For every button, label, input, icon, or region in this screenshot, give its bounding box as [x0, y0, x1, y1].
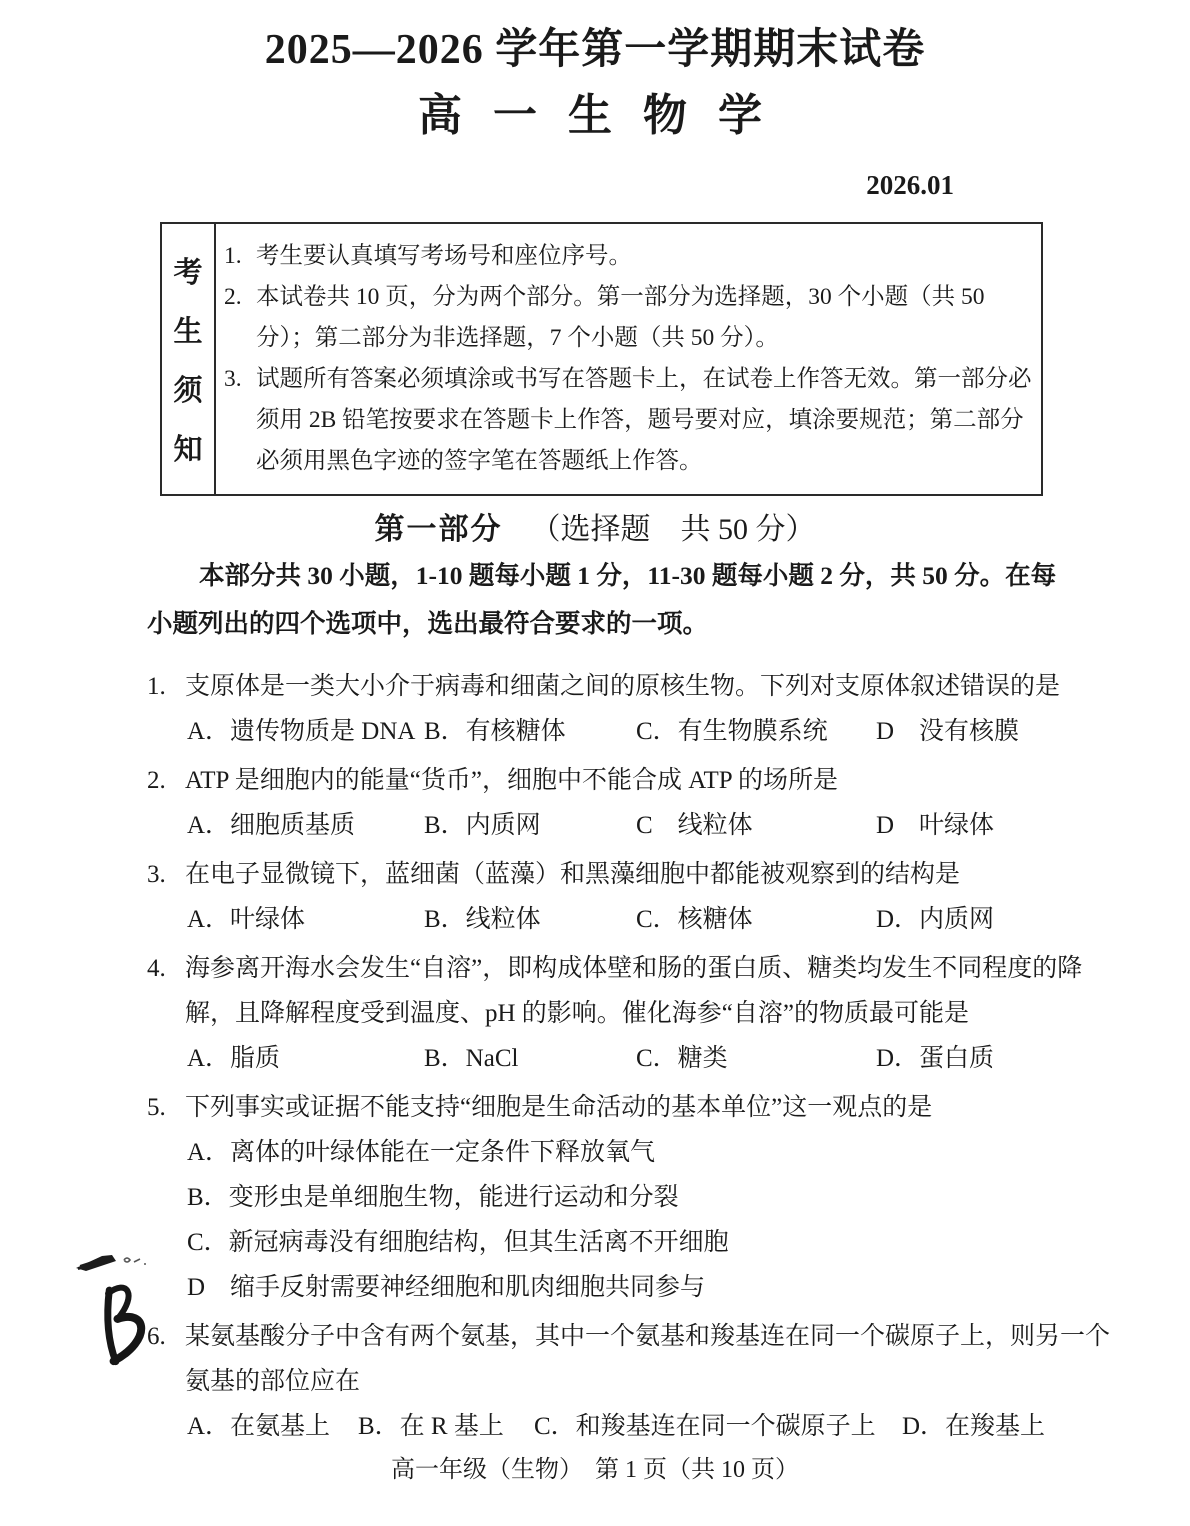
question-text: 海参离开海水会发生“自溶”，即构成体壁和肠的蛋白质、糖类均发生不同程度的降解，且降解程度受到温度、pH 的影响。催化海参“自溶”的物质最可能是 — [185, 955, 1083, 1027]
question-list — [147, 664, 1130, 1449]
question-number: 5. — [147, 1094, 166, 1121]
option: A．遗传物质是 DNA — [187, 718, 416, 745]
question-stem — [147, 1314, 1130, 1404]
notice-box — [160, 222, 1043, 496]
section-intro: 本部分共 30 小题，1-10 题每小题 1 分，11-30 题每小题 2 分，共 50 分。在每小题列出的四个选项中，选出最符合要求的一项。 — [147, 561, 1057, 638]
notice-item-text: 考生要认真填写考场号和座位序号。 — [256, 243, 632, 269]
option: A．离体的叶绿体能在一定条件下释放氧气 — [187, 1139, 656, 1166]
exam-subject: 高 一 生 物 学 — [418, 91, 772, 140]
option: D．蛋白质 — [876, 1045, 995, 1072]
option-group — [147, 709, 1130, 754]
option: D 缩手反射需要神经细胞和肌肉细胞共同参与 — [187, 1274, 706, 1301]
notice-label-char: 须 — [173, 375, 203, 407]
handwritten-grade-b-mark — [88, 1282, 148, 1368]
notice-items — [216, 224, 1041, 494]
option-group — [147, 897, 1130, 942]
question-1 — [147, 664, 1130, 754]
option-group — [147, 803, 1130, 848]
notice-label-char: 生 — [173, 316, 203, 348]
question-text: 支原体是一类大小介于病毒和细菌之间的原核生物。下列对支原体叙述错误的是 — [185, 673, 1061, 700]
notice-label — [162, 224, 216, 494]
question-5 — [147, 1085, 1130, 1310]
question-text: 某氨基酸分子中含有两个氨基，其中一个氨基和羧基连在同一个碳原子上，则另一个氨基的部位应在 — [185, 1323, 1111, 1395]
notice-label-char: 知 — [173, 434, 203, 466]
question-number: 6. — [147, 1323, 166, 1350]
option: D 叶绿体 — [876, 812, 995, 839]
exam-date: 2026.01 — [866, 170, 954, 200]
ink-smudge — [72, 1252, 162, 1276]
option: A．细胞质基质 — [187, 812, 356, 839]
option-group — [147, 1130, 1130, 1310]
option: A．在氨基上 — [187, 1413, 331, 1440]
option: C 线粒体 — [636, 812, 753, 839]
question-stem — [147, 758, 1130, 803]
question-2 — [147, 758, 1130, 848]
option: A．叶绿体 — [187, 906, 306, 933]
notice-item — [224, 359, 1035, 482]
option: C．糖类 — [636, 1045, 728, 1072]
question-stem — [147, 664, 1130, 709]
question-number: 3. — [147, 861, 166, 888]
option: B．内质网 — [424, 812, 541, 839]
option: D 没有核膜 — [876, 718, 1020, 745]
question-stem — [147, 1085, 1130, 1130]
notice-label-char: 考 — [173, 257, 203, 289]
option: B．NaCl — [424, 1045, 519, 1072]
option: C．有生物膜系统 — [636, 718, 828, 745]
option: B．线粒体 — [424, 906, 541, 933]
section-title: 第一部分 — [374, 513, 503, 546]
option: A．脂质 — [187, 1045, 281, 1072]
option: D．内质网 — [876, 906, 995, 933]
option: B．在 R 基上 — [358, 1413, 504, 1440]
option: C．核糖体 — [636, 906, 753, 933]
section-subtitle: （选择题 共 50 分） — [530, 513, 816, 546]
question-number: 1. — [147, 673, 166, 700]
section-heading — [0, 512, 1190, 548]
question-text: 下列事实或证据不能支持“细胞是生命活动的基本单位”这一观点的是 — [185, 1094, 933, 1121]
question-6 — [147, 1314, 1130, 1449]
option: C．新冠病毒没有细胞结构，但其生活离不开细胞 — [187, 1229, 729, 1256]
question-text: ATP 是细胞内的能量“货币”，细胞中不能合成 ATP 的场所是 — [185, 767, 839, 794]
option: B．变形虫是单细胞生物，能进行运动和分裂 — [187, 1184, 679, 1211]
question-number: 2. — [147, 767, 166, 794]
notice-item-number: 3. — [224, 366, 242, 392]
notice-item-text: 本试卷共 10 页，分为两个部分。第一部分为选择题，30 个小题（共 50 分）；第二部分为非选择题，7 个小题（共 50 分）。 — [256, 284, 985, 351]
notice-item-number: 1. — [224, 243, 242, 269]
option-group — [147, 1404, 1130, 1449]
question-number: 4. — [147, 955, 166, 982]
option-group — [147, 1036, 1130, 1081]
option: C．和羧基连在同一个碳原子上 — [534, 1413, 876, 1440]
question-stem — [147, 946, 1130, 1036]
notice-item — [224, 236, 1035, 277]
question-stem — [147, 852, 1130, 897]
exam-title: 2025—2026 学年第一学期期末试卷 — [264, 27, 926, 73]
notice-item-text: 试题所有答案必须填涂或书写在答题卡上，在试卷上作答无效。第一部分必须用 2B 铅笔按要求在答题卡上作答，题号要对应，填涂要规范；第二部分必须用黑色字迹的签字笔在答题纸上作答。 — [256, 366, 1032, 474]
option: B．有核糖体 — [424, 718, 566, 745]
page-footer: 高一年级（生物） 第 1 页（共 10 页） — [391, 1457, 799, 1483]
notice-item — [224, 277, 1035, 359]
question-3 — [147, 852, 1130, 942]
option: D．在羧基上 — [902, 1413, 1046, 1440]
notice-item-number: 2. — [224, 284, 242, 310]
question-text: 在电子显微镜下，蓝细菌（蓝藻）和黑藻细胞中都能被观察到的结构是 — [185, 861, 961, 888]
question-4 — [147, 946, 1130, 1081]
